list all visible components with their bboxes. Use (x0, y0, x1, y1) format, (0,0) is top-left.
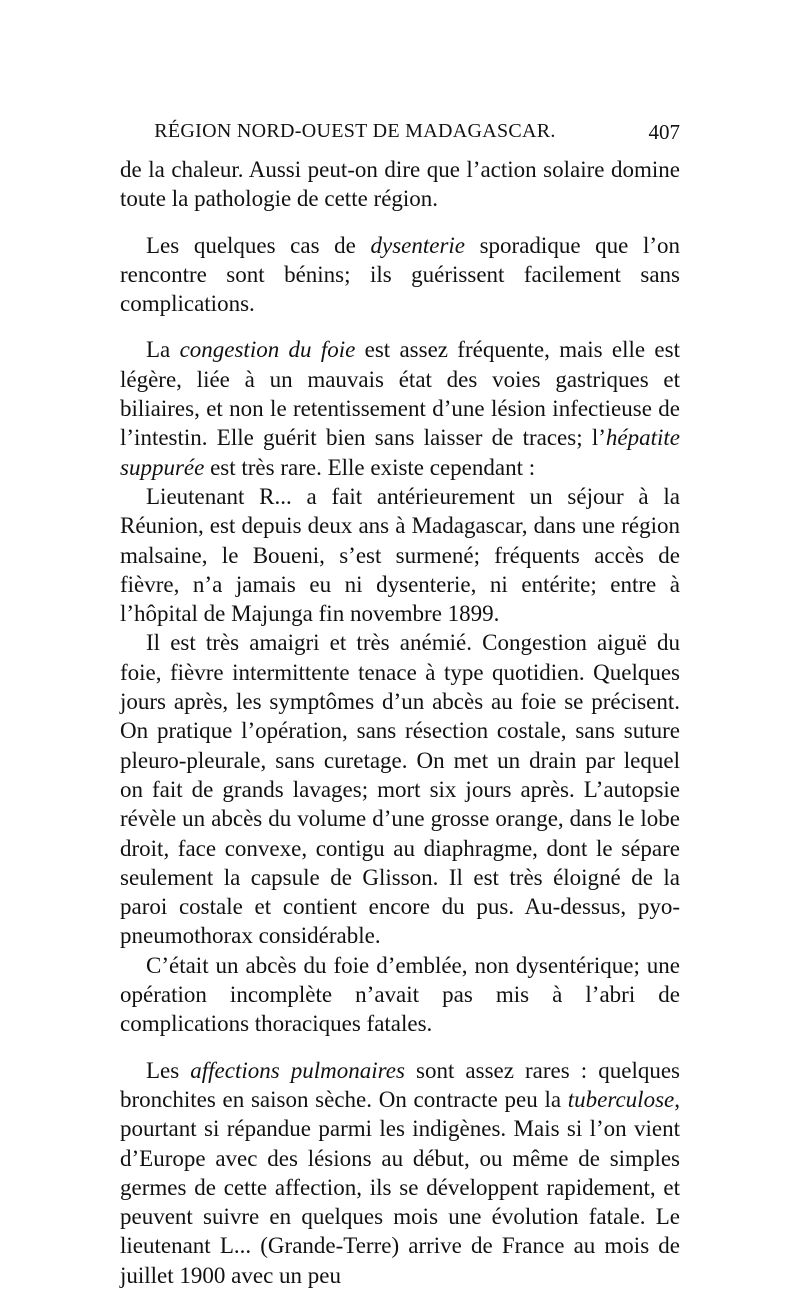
paragraph-text: est assez fréquente, mais elle est légère, liée à un mauvais état des voies gastriques et biliaires, et non le retentissement d’une lésion infectieuse de l’intestin. Elle guérit bien sans laisser de traces; l’ (120, 337, 680, 451)
running-head (120, 120, 680, 146)
italic-term-congestion-du-foie: congestion du foie (179, 337, 356, 363)
paragraph-text: sont assez rares : quelques bronchites en saison sèche. On contracte peu la (120, 1057, 680, 1112)
paragraph-dysenterie (120, 231, 680, 319)
paragraph-text: Les quelques cas de (146, 232, 371, 258)
paragraph-text: est très rare. Elle existe cependant : (204, 454, 536, 480)
paragraph-affections-pulmonaires (120, 1056, 680, 1290)
paragraph-case-observation (120, 628, 680, 950)
paragraph-text: La (146, 337, 180, 363)
paragraph-text: sporadique que l’on rencontre sont bénins; ils guérissent facilement sans complications. (120, 232, 680, 317)
italic-term-tuberculose: tuberculose (567, 1086, 675, 1112)
italic-term-dysenterie: dysenterie (370, 232, 465, 258)
paragraph-lieutenant-r (120, 482, 680, 628)
body-text (120, 155, 680, 1290)
paragraph-abces-conclusion (120, 951, 680, 1039)
paragraph-congestion-du-foie (120, 335, 680, 481)
paragraph-text: Les (146, 1057, 191, 1083)
italic-term-hepatite-suppuree: hépatite suppurée (120, 425, 680, 480)
page-number: 407 (648, 120, 680, 144)
paragraph-text: , pourtant si répandue parmi les indigènes. Mais si l’on vient d’Europe avec des lésions au début, ou même de simples germes de cette affection, ils se développent rapidement, et peuvent suivre en quelques mois une évolution fatale. Le lieutenant L... (Grande-Terre) arrive de France au mois de juillet 1900 avec un peu (120, 1086, 680, 1288)
paragraph-text: Lieutenant R... a fait antérieurement un séjour à la Réunion, est depuis deux ans à Madagascar, dans une région malsaine, le Boueni, s’est surmené; fréquents accès de fièvre, n’a jamais eu ni dysenterie, ni entérite; entre à l’hôpital de Majunga fin novembre 1899. (120, 483, 680, 627)
paragraph-text: C’était un abcès du foie d’emblée, non dysentérique; une opération incomplète n’avait pas mis à l’abri de complications thoraciques fatales. (120, 952, 680, 1037)
running-title: RÉGION NORD-OUEST DE MADAGASCAR. (154, 120, 556, 142)
paragraph-text: Il est très amaigri et très anémié. Congestion aiguë du foie, fièvre intermittente tenace à type quotidien. Quelques jours après, les symptômes d’un abcès au foie se précisent. On pratique l’opération, sans résection costale, sans suture pleuro-pleurale, sans curetage. On met un drain par lequel on fait de grands lavages; mort six jours après. L’autopsie révèle un abcès du volume d’une grosse orange, dans le lobe droit, face convexe, contigu au diaphragme, dont le sépare seulement la capsule de Glisson. Il est très éloigné de la paroi costale et contient encore du pus. Au-dessus, pyo-pneumothorax considérable. (120, 630, 680, 949)
paragraph-text: de la chaleur. Aussi peut-on dire que l’action solaire domine toute la pathologie de cette région. (120, 157, 680, 212)
italic-term-affections-pulmonaires: affections pulmonaires (190, 1057, 405, 1083)
paragraph-chaleur (120, 155, 680, 214)
